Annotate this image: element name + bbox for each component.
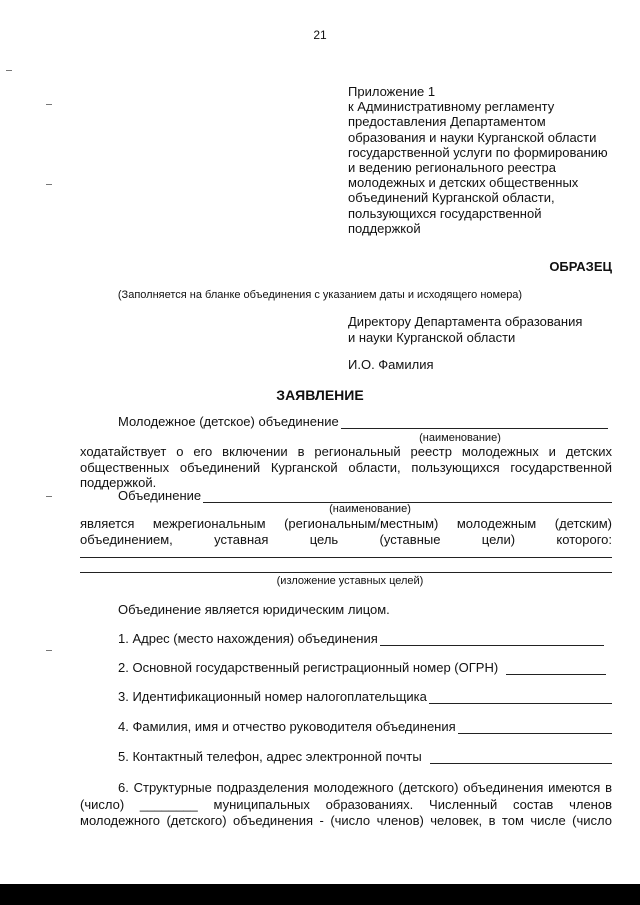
address-blank[interactable]	[380, 633, 604, 646]
page-number: 21	[313, 28, 327, 42]
appendix-line: предоставления Департаментом	[348, 114, 546, 130]
appendix-line: образования и науки Курганской области	[348, 129, 597, 145]
addressee-line: Директору Департамента образования	[348, 314, 583, 329]
addressee-line: и науки Курганской области	[348, 329, 516, 345]
addressee-name: И.О. Фамилия	[348, 357, 434, 372]
margin-mark	[46, 104, 52, 105]
appendix-line: государственной услуги по формированию	[348, 144, 608, 160]
item-row	[118, 631, 604, 646]
head-name-blank[interactable]	[458, 721, 612, 734]
association-name-row-2	[118, 488, 612, 503]
petition-line: общественных объединений Курганской области, пользующихся государственной	[80, 460, 612, 475]
margin-mark	[6, 70, 12, 71]
margin-mark	[46, 496, 52, 497]
margin-mark	[46, 184, 52, 185]
association-name-row	[118, 414, 608, 429]
petition-line: ходатайствует о его включении в региональный реестр молодежных и детских	[80, 444, 612, 459]
association-name-blank[interactable]	[341, 416, 608, 429]
name-hint-2: (наименование)	[329, 503, 411, 515]
item-label: 3. Идентификационный номер налогоплательщика	[118, 689, 427, 704]
appendix-line: Приложение 1	[348, 84, 436, 99]
status-line: является межрегиональным (региональным/местным) молодежным (детским)	[80, 516, 612, 531]
item6-line: (число) ________ муниципальных образованиях. Численный состав членов	[80, 797, 612, 812]
legal-entity-statement: Объединение является юридическим лицом.	[118, 602, 390, 617]
item-row	[118, 689, 612, 704]
inn-blank[interactable]	[429, 691, 612, 704]
item-label: 2. Основной государственный регистрационный номер (ОГРН)	[118, 660, 499, 675]
item-label: 4. Фамилия, имя и отчество руководителя объединения	[118, 719, 456, 734]
addressee-block	[348, 314, 582, 345]
item-row	[118, 749, 612, 764]
sample-label: ОБРАЗЕЦ	[549, 259, 612, 274]
appendix-line: к Административному регламенту	[348, 99, 555, 115]
name-hint: (наименование)	[419, 432, 501, 444]
appendix-line: поддержкой	[348, 220, 421, 236]
item-row	[118, 719, 612, 734]
item6-line: 6. Структурные подразделения молодежного (детского) объединения имеются в	[118, 780, 612, 795]
margin-mark	[46, 650, 52, 651]
appendix-line: пользующихся государственной	[348, 205, 542, 221]
goals-blank-line[interactable]	[80, 557, 612, 558]
petition-line-end: поддержкой.	[80, 475, 157, 490]
scan-edge-bar	[0, 884, 640, 905]
ogrn-blank[interactable]	[506, 662, 606, 675]
status-line: объединением, уставная цель (уставные цели) которого:	[80, 532, 612, 547]
item-row	[118, 660, 606, 675]
item-label: 5. Контактный телефон, адрес электронной почты	[118, 749, 422, 764]
appendix-line: и ведению регионального реестра	[348, 160, 556, 176]
goals-hint: (изложение уставных целей)	[276, 575, 424, 587]
association-label-2: Объединение	[118, 488, 202, 503]
item6-line: молодежного (детского) объединения - (число членов) человек, в том числе (число	[80, 813, 612, 828]
fill-instruction: (Заполняется на бланке объединения с указанием даты и исходящего номера)	[117, 289, 523, 301]
association-name-label: Молодежное (детское) объединение	[118, 414, 339, 429]
contact-blank[interactable]	[430, 751, 612, 764]
association-name-blank-2[interactable]	[203, 490, 612, 503]
document-title: ЗАЯВЛЕНИЕ	[276, 387, 364, 403]
appendix-line: объединений Курганской области,	[348, 190, 555, 206]
item-label: 1. Адрес (место нахождения) объединения	[118, 631, 378, 646]
appendix-block	[348, 84, 628, 236]
appendix-line: молодежных и детских общественных	[348, 175, 579, 191]
goals-blank-line[interactable]	[80, 572, 612, 573]
